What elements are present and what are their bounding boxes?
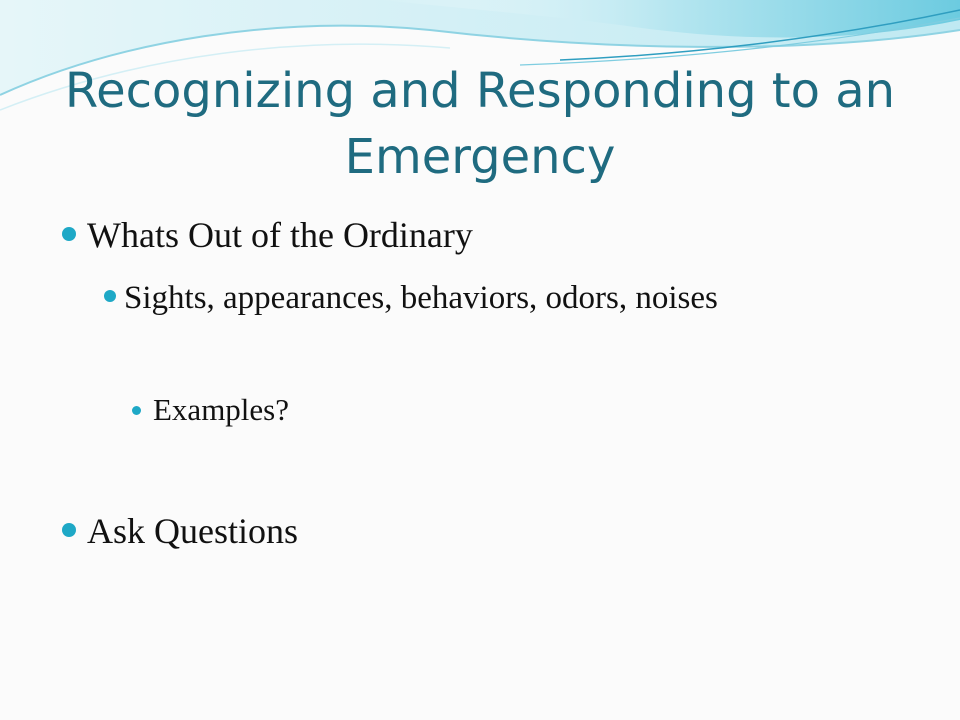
bullet-ask-questions [62,509,922,553]
bullet-dot-icon [132,406,141,415]
bullet-sights-appearances [104,276,834,320]
bullet-whats-out-of-ordinary [62,213,922,257]
bullet-dot-icon [62,227,76,241]
bullet-text: Examples? [153,392,290,427]
bullet-dot-icon [104,290,116,302]
bullet-text: Whats Out of the Ordinary [87,215,473,255]
bullet-examples [132,390,832,430]
slide-title: Recognizing and Responding to an Emergency [64,63,896,185]
bullet-text: Ask Questions [87,511,299,551]
bullet-dot-icon [62,523,76,537]
bullet-text: Sights, appearances, behaviors, odors, noises [124,280,718,316]
